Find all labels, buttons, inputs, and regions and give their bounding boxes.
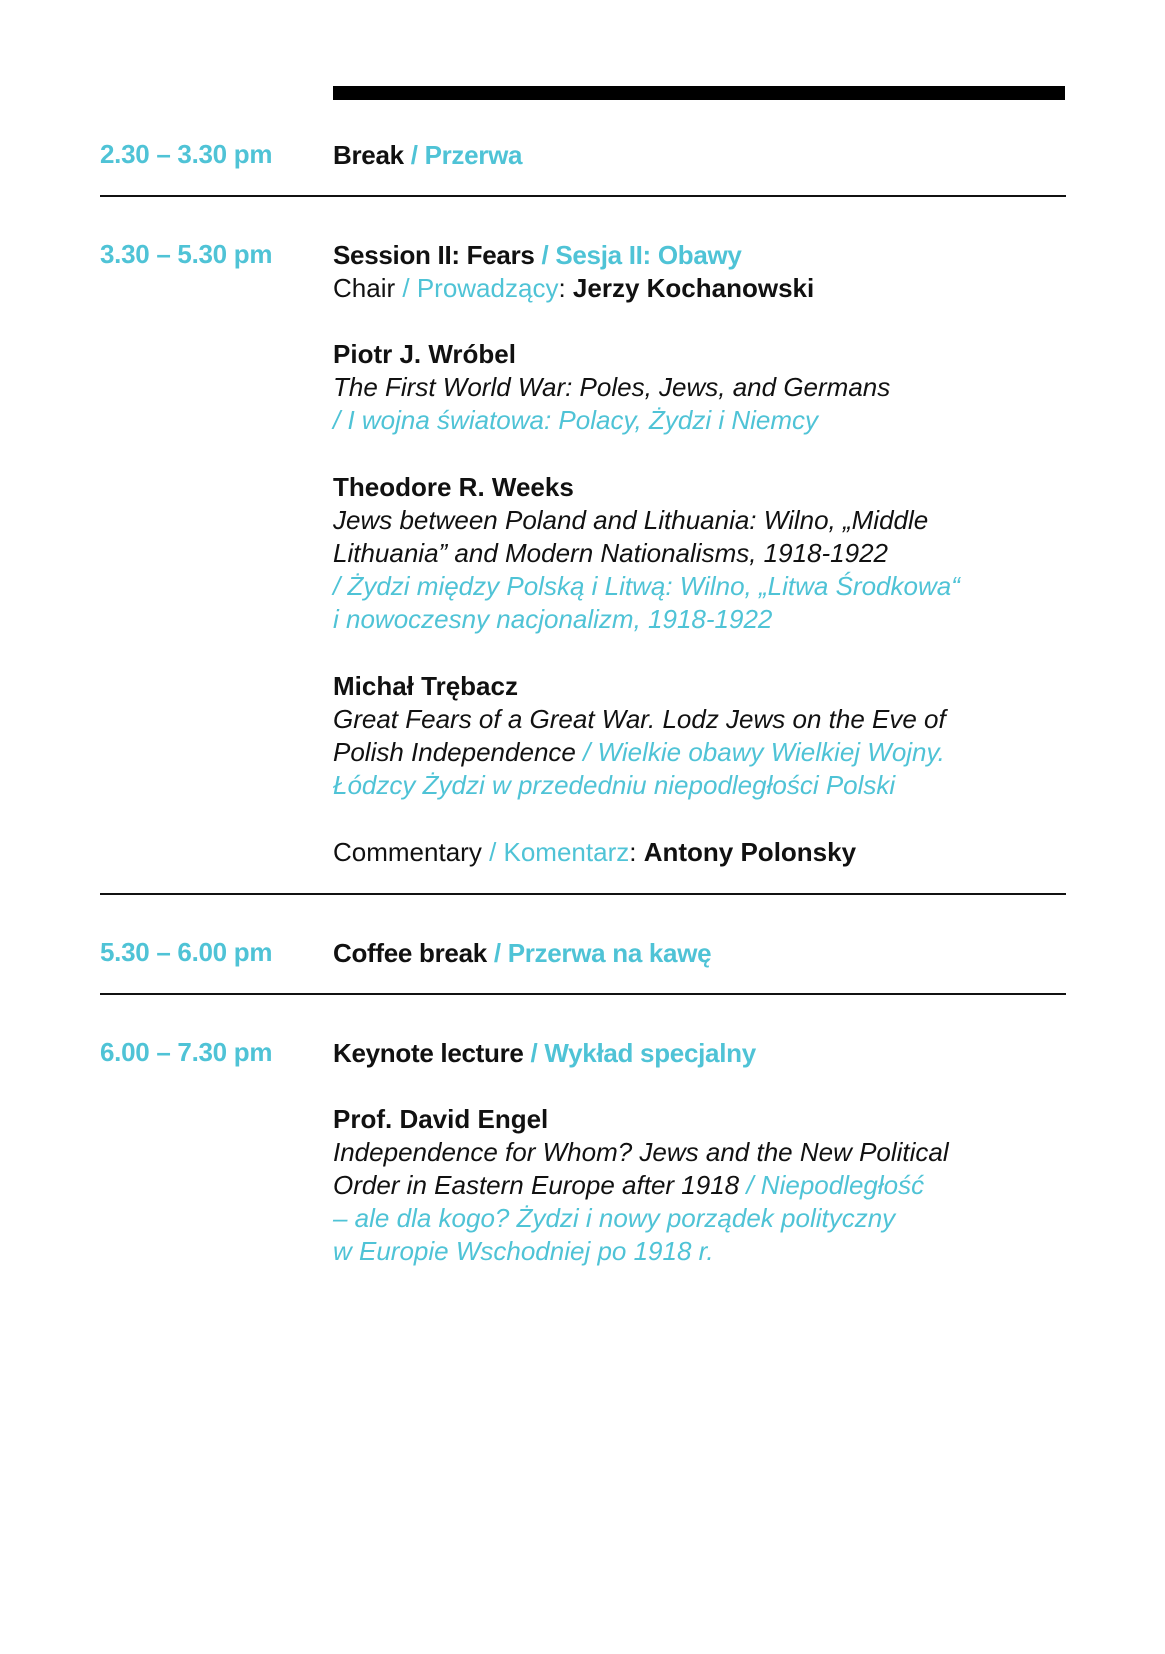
commentary-label-pl: / Komentarz [489,837,630,867]
break-title-en: Break [333,140,404,170]
session2-block [333,239,1063,305]
chair-label-en: Chair [333,273,396,303]
talk-2-title-en-line-1: Jews between Poland and Lithuania: Wilno, „Middle [333,505,929,535]
talk-1-speaker: Piotr J. Wróbel [333,339,516,369]
keynote-heading [333,1037,1063,1070]
commentary-line [333,836,1063,869]
divider-1 [100,195,1066,197]
coffee-title-pl: / Przerwa na kawę [493,938,712,968]
break-title-pl: / Przerwa [410,140,523,170]
session2-title-pl: / Sesja II: Obawy [541,240,742,270]
session2-chair [333,272,1063,305]
keynote-title-pl-line-4: w Europie Wschodniej po 1918 r. [333,1236,714,1266]
keynote-speaker: Prof. David Engel [333,1104,549,1134]
keynote-title-en-line-1: Independence for Whom? Jews and the New Political [333,1137,949,1167]
talk-1 [333,338,1063,437]
talk-2-title-en-line-2: Lithuania” and Modern Nationalisms, 1918-1922 [333,538,889,568]
keynote-title-pl: / Wykład specjalny [530,1038,756,1068]
talk-3-speaker: Michał Trębacz [333,671,518,701]
keynote-talk [333,1103,1063,1268]
talk-2-speaker: Theodore R. Weeks [333,472,574,502]
coffee-title-en: Coffee break [333,938,487,968]
talk-3-title-en-line-2: Polish Independence [333,737,576,767]
talk-2-title-pl-line-2: i nowoczesny nacjonalizm, 1918-1922 [333,604,773,634]
keynote-title-pl-line-3: – ale dla kogo? Żydzi i nowy porządek polityczny [333,1203,896,1233]
divider-3 [100,993,1066,995]
break-time: 2.30 – 3.30 pm [100,139,273,169]
talk-1-title-en: The First World War: Poles, Jews, and Germans [333,372,891,402]
session2-time: 3.30 – 5.30 pm [100,239,273,269]
session2-title-en: Session II: Fears [333,240,535,270]
talk-3 [333,670,1063,802]
chair-label-pl: / Prowadzący [402,273,559,303]
keynote-title-en: Keynote lecture [333,1038,524,1068]
coffee-time: 5.30 – 6.00 pm [100,937,273,967]
top-decorative-bar [333,86,1065,100]
commentary [333,836,1063,869]
chair-name: Jerzy Kochanowski [572,273,815,303]
session2-heading [333,239,1063,272]
talk-2 [333,471,1063,636]
talk-1-title-pl: / I wojna światowa: Polacy, Żydzi i Niemcy [333,405,818,435]
keynote-title-pl-line-2: / Niepodległość [746,1170,925,1200]
keynote-time: 6.00 – 7.30 pm [100,1037,273,1067]
break-heading [333,139,1063,172]
talk-3-title-pl-line-3: Łódzcy Żydzi w przededniu niepodległości Polski [333,770,896,800]
commentary-label-en: Commentary [333,837,482,867]
commentary-colon: : [629,837,637,867]
chair-colon: : [558,273,566,303]
divider-2 [100,893,1066,895]
keynote-title-en-line-2: Order in Eastern Europe after 1918 [333,1170,740,1200]
talk-2-title-pl-line-1: / Żydzi między Polską i Litwą: Wilno, „Litwa Środkowa“ [333,571,960,601]
talk-3-title-en-line-1: Great Fears of a Great War. Lodz Jews on the Eve of [333,704,946,734]
talk-3-title-pl-line-2: / Wielkie obawy Wielkiej Wojny. [583,737,945,767]
keynote-title-line-2 [333,1169,1063,1202]
talk-3-title-line-2 [333,736,1063,769]
commentary-name: Antony Polonsky [643,837,857,867]
coffee-heading [333,937,1063,970]
